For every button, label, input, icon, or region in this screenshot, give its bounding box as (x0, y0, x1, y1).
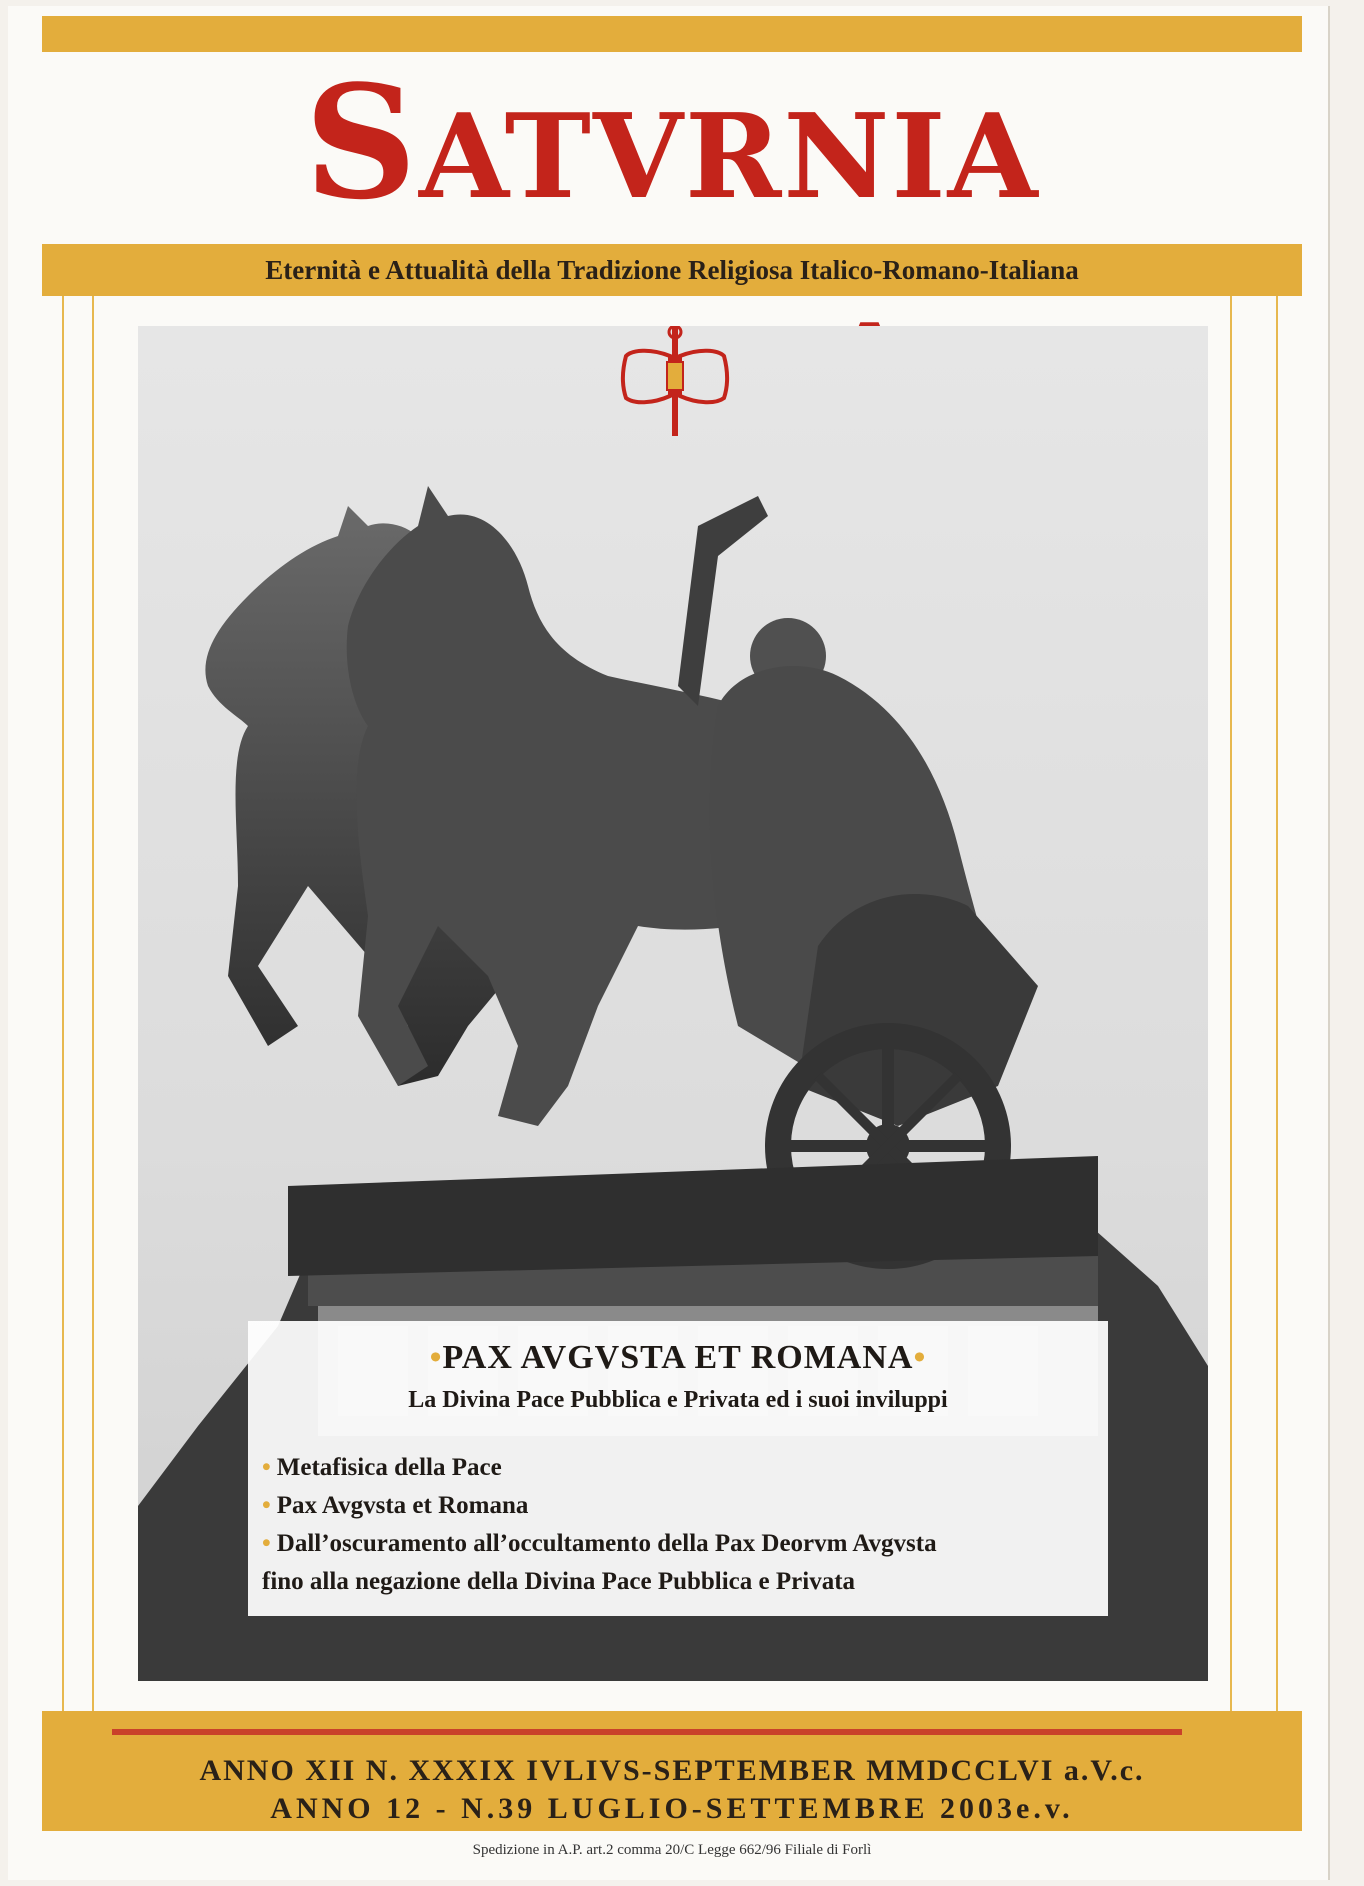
bullet-icon: • (262, 1492, 271, 1519)
feature-list (262, 1449, 1102, 1601)
footer-red-rule (112, 1729, 1182, 1735)
list-item-continuation: fino alla negazione della Divina Pace Pubblica e Privata (262, 1568, 856, 1595)
feature-title-text: PAX AVGVSTA ET ROMANA (442, 1339, 914, 1376)
border-line-left-inner (92, 296, 94, 1711)
title-initial: S (304, 51, 419, 234)
list-item: • Metafisica della Pace (262, 1454, 502, 1481)
magazine-cover (8, 6, 1330, 1880)
italian-issue-line: ANNO 12 - N.39 LUGLIO-SETTEMBRE 2003e.v. (270, 1792, 1074, 1825)
bullet-icon: • (262, 1454, 271, 1481)
masthead-subtitle: Eternità e Attualità della Tradizione Religiosa Italico-Romano-Italiana (265, 255, 1079, 285)
title-middle: ATVRNIA (418, 89, 1040, 225)
feature-subtitle: La Divina Pace Pubblica e Privata ed i suoi inviluppi (408, 1387, 948, 1413)
border-line-left-outer (62, 296, 64, 1711)
bullet-icon: • (913, 1339, 927, 1376)
feature-title (248, 1339, 1108, 1377)
bullet-icon: • (262, 1530, 271, 1557)
list-item: • Dall’oscuramento all’occultamento della Pax Deorvm Avgvsta (262, 1530, 937, 1557)
list-item: • Pax Avgvsta et Romana (262, 1492, 529, 1519)
bullet-icon: • (429, 1339, 443, 1376)
masthead-title (42, 48, 1302, 238)
feature-textbox (248, 1321, 1108, 1616)
postal-note: Spedizione in A.P. art.2 comma 20/C Legge 662/96 Filiale di Forlì (472, 1842, 872, 1858)
border-line-right-outer (1276, 296, 1278, 1711)
border-line-right-inner (1230, 296, 1232, 1711)
double-axe-icon (620, 326, 730, 436)
latin-issue-line: ANNO XII N. XXXIX IVLIVS-SEPTEMBER MMDCCLVI a.V.c. (199, 1754, 1145, 1787)
top-band (42, 16, 1302, 52)
